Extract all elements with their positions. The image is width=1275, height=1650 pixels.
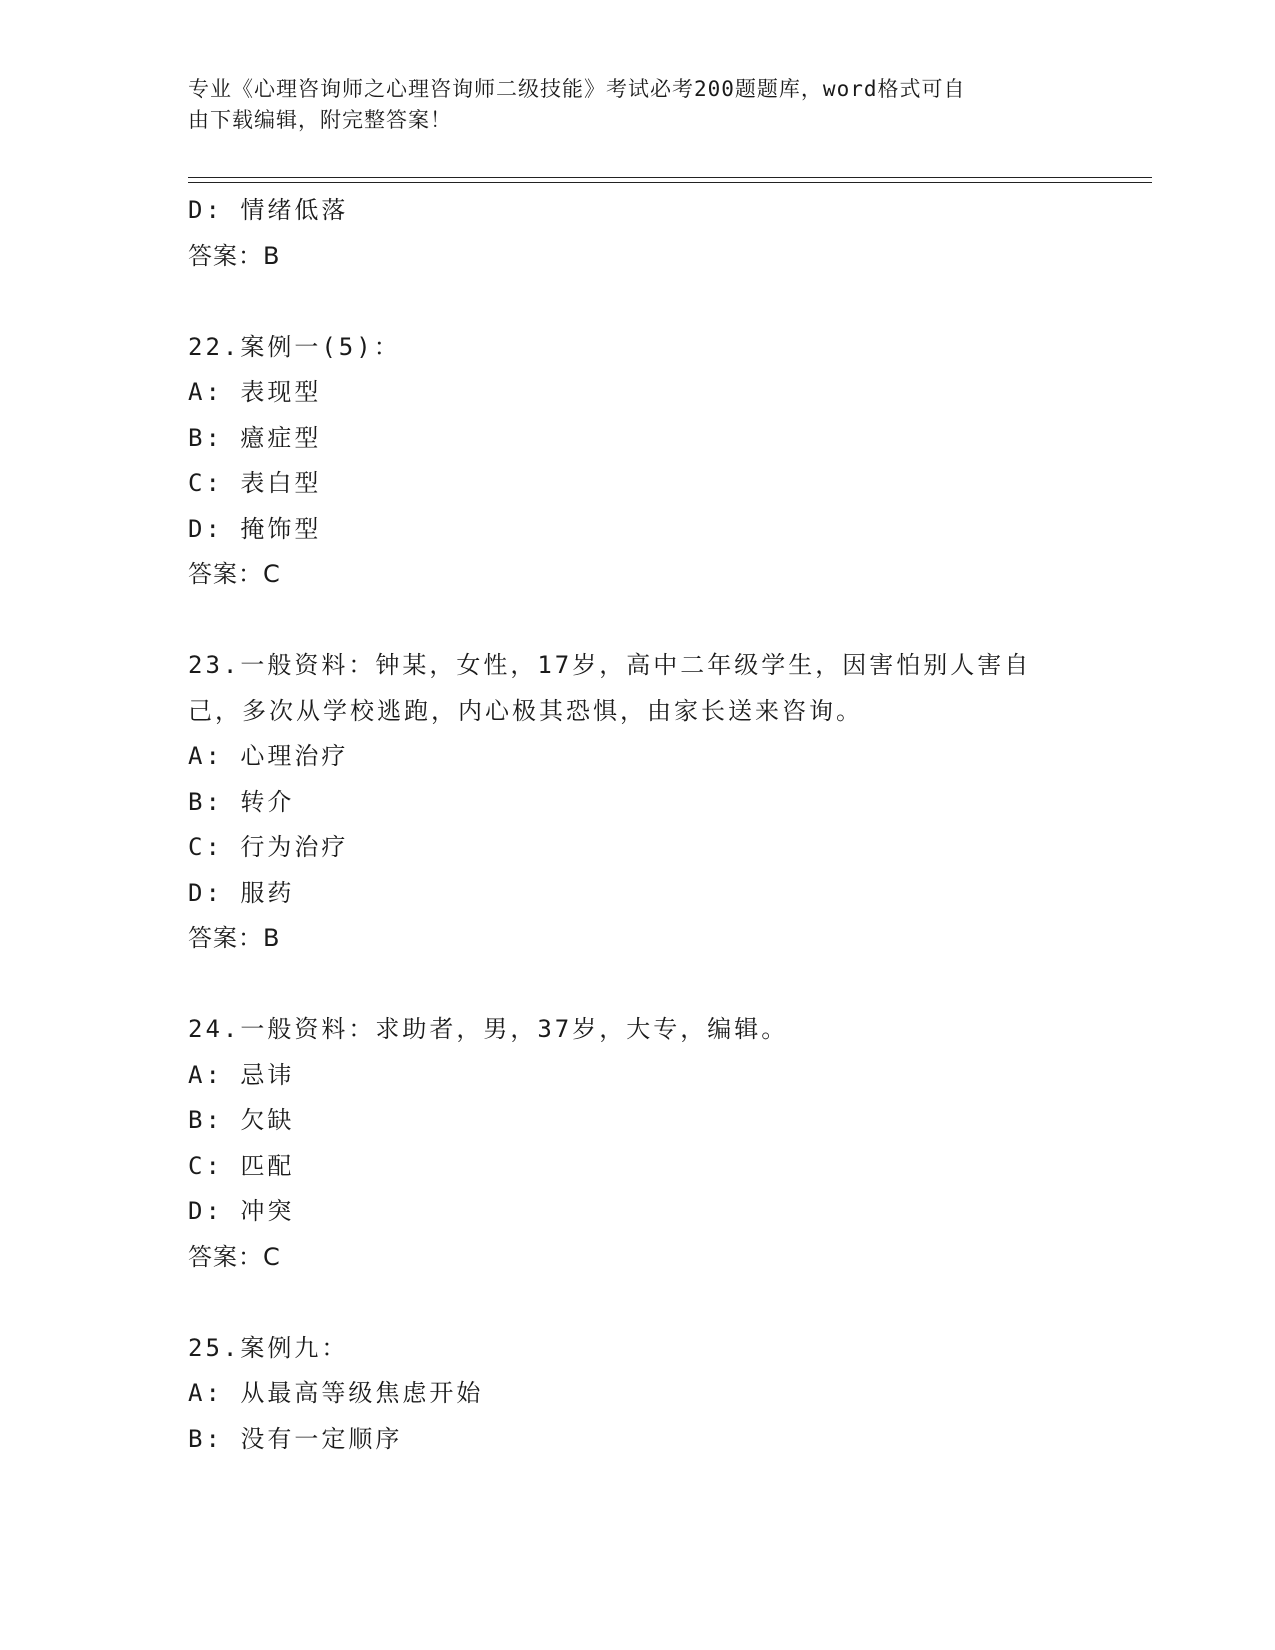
option-c: C: 表白型	[188, 469, 322, 497]
answer-line: 答案：C	[188, 560, 281, 588]
option-b: B: 欠缺	[188, 1106, 295, 1134]
question-stem-line-1: 23.一般资料：钟某，女性，17岁，高中二年级学生，因害怕别人害自	[188, 651, 1032, 679]
option-b: B: 癔症型	[188, 423, 322, 452]
option-c: C: 匹配	[188, 1151, 295, 1180]
question-22	[188, 325, 1148, 598]
header-line-1: 专业《心理咨询师之心理咨询师二级技能》考试必考200题题库，word格式可自	[188, 77, 966, 101]
option-a: A: 忌讳	[188, 1060, 295, 1089]
option-d: D: 掩饰型	[188, 514, 322, 543]
question-stem: 24.一般资料：求助者，男，37岁，大专，编辑。	[188, 1015, 789, 1043]
answer-line: 答案：B	[188, 924, 281, 952]
question-stem-line-2: 己，多次从学校逃跑，内心极其恐惧，由家长送来咨询。	[188, 696, 863, 725]
spacer	[188, 962, 1148, 1008]
question-stem: 25.案例九：	[188, 1333, 349, 1362]
option-a: A: 从最高等级焦虑开始	[188, 1379, 484, 1407]
document-header	[188, 74, 1088, 136]
option-d: D: 冲突	[188, 1197, 295, 1225]
spacer	[188, 1280, 1148, 1326]
answer-line: 答案：B	[188, 241, 281, 270]
option-d: D: 情绪低落	[188, 196, 349, 224]
spacer	[188, 279, 1148, 325]
option-b: B: 转介	[188, 787, 295, 816]
header-line-2: 由下载编辑，附完整答案！	[188, 108, 452, 132]
question-24	[188, 1007, 1148, 1280]
question-23	[188, 643, 1148, 962]
answer-line: 答案：C	[188, 1242, 281, 1271]
question-list	[188, 188, 1148, 1462]
option-d: D: 服药	[188, 878, 295, 907]
option-b: B: 没有一定顺序	[188, 1424, 403, 1453]
spacer	[188, 598, 1148, 644]
question-stem: 22.案例一(5)：	[188, 332, 401, 361]
header-divider-bottom	[188, 182, 1152, 183]
option-a: A: 表现型	[188, 378, 322, 406]
question-25	[188, 1326, 1148, 1463]
option-a: A: 心理治疗	[188, 742, 349, 770]
header-divider-top	[188, 177, 1152, 178]
option-c: C: 行为治疗	[188, 833, 349, 861]
